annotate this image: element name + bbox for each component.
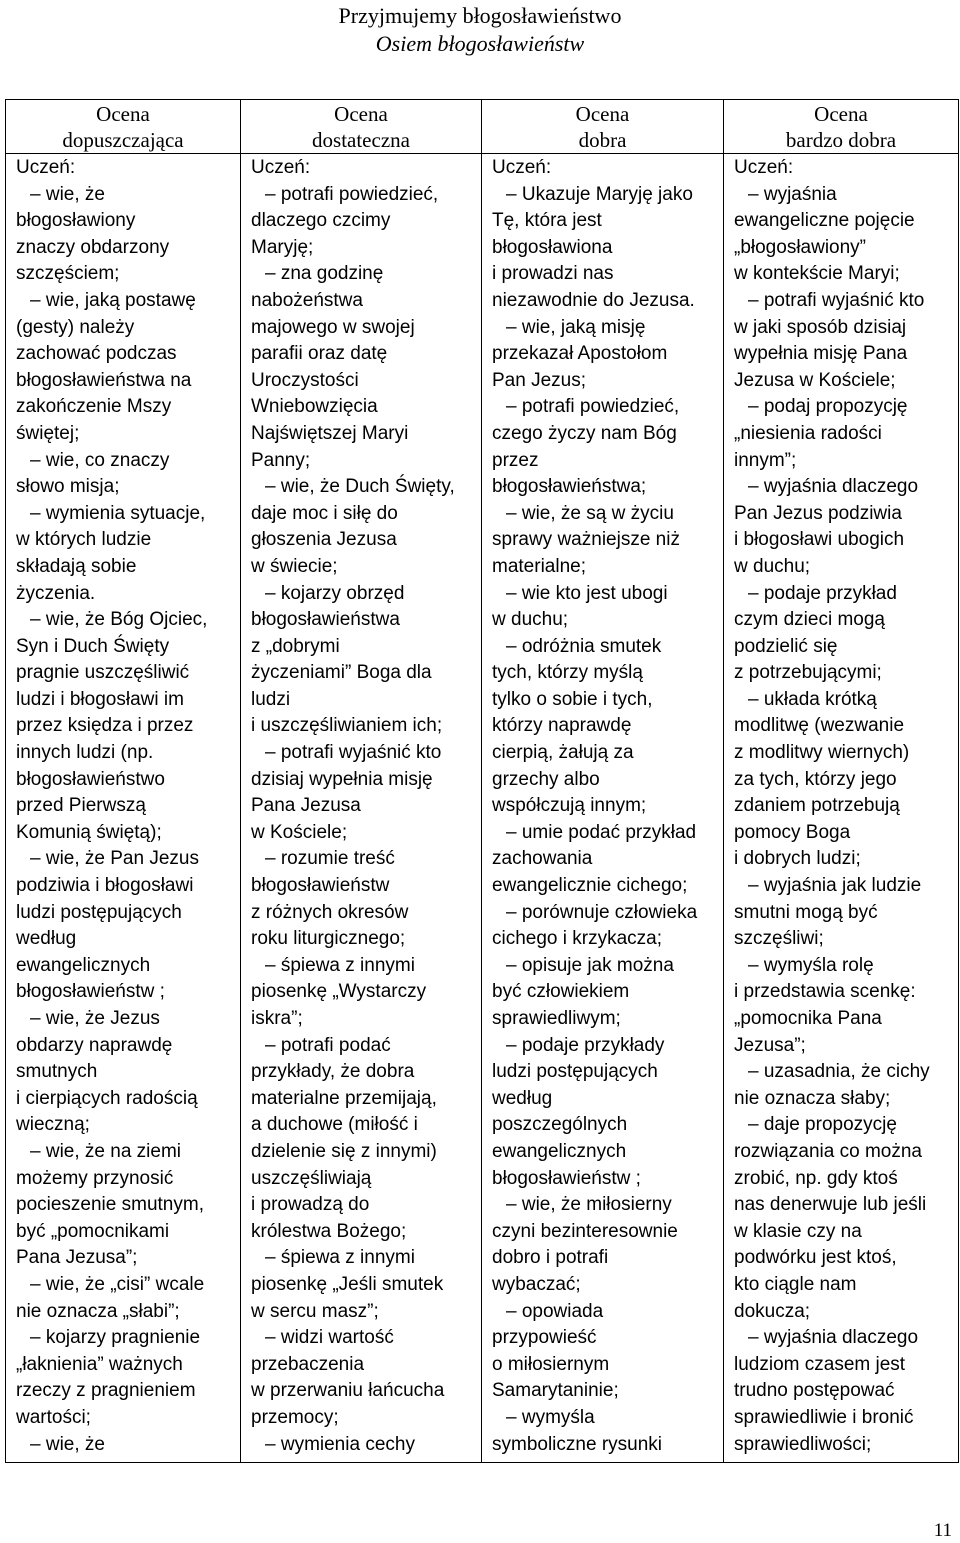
cell-line: z modlitwy wiernych)	[734, 742, 910, 764]
cell-line: – wie, że na ziemi	[30, 1140, 182, 1162]
cell-line: nas denerwuje lub jeśli	[734, 1194, 927, 1216]
cell-line: Najświętszej Maryi	[251, 422, 409, 444]
cell-line: podzielić się	[734, 635, 838, 657]
cell-line: składają sobie	[16, 555, 137, 577]
cell-line: tych, którzy myślą	[492, 662, 643, 684]
cell-line: – wyjaśnia	[748, 183, 837, 205]
cell-line: ewangelicznie cichego;	[492, 875, 688, 897]
cell-line: zdaniem potrzebują	[734, 795, 900, 817]
cell-line: – kojarzy pragnienie	[30, 1327, 201, 1349]
column-header-bottom: dobra	[578, 128, 627, 152]
cell-line: innym”;	[734, 449, 797, 471]
cell-line: dokucza;	[734, 1300, 811, 1322]
cell-line: zrobić, np. gdy ktoś	[734, 1167, 898, 1189]
cell-line: „niesienia radości	[734, 422, 882, 444]
cell-line: błogosławieństwo	[16, 768, 165, 790]
cell-line: – opisuje jak można	[506, 954, 674, 976]
cell-line: – wymyśla rolę	[748, 954, 874, 976]
cell-line: Uroczystości	[251, 369, 359, 391]
cell-line: ewangelicznych	[16, 954, 151, 976]
cell-line: w których ludzie	[16, 529, 152, 551]
cell-line: przekazał Apostołom	[492, 343, 668, 365]
cell-line: smutnych	[16, 1061, 98, 1083]
cell-line: nie oznacza „słabi”;	[16, 1300, 180, 1322]
cell-line: a duchowe (miłość i	[251, 1114, 418, 1136]
cell-line: wartości;	[16, 1406, 91, 1428]
cell-line: – wie, że Jezus	[30, 1008, 160, 1029]
cell-line: dlaczego czcimy	[251, 210, 391, 232]
cell-line: błogosławiona	[492, 236, 613, 258]
column-header-top: Ocena	[96, 102, 150, 126]
cell-line: Pana Jezusa	[251, 795, 361, 817]
cell-line: obdarzy naprawdę	[16, 1034, 173, 1056]
cell-line: – wie, że Bóg Ojciec,	[30, 609, 208, 631]
cell-line: – podaje przykład	[748, 582, 897, 604]
cell-line: sprawiedliwym;	[492, 1008, 621, 1029]
cell-line: błogosławieństw ;	[492, 1167, 641, 1189]
cell-line: błogosławieństwa;	[492, 476, 647, 498]
cell-line: życzeniami” Boga dla	[251, 662, 432, 684]
table-body-row	[6, 154, 959, 1463]
cell-line: ludziom czasem jest	[734, 1353, 906, 1375]
cell-line: parafii oraz datę	[251, 343, 388, 365]
cell-line: świętej;	[16, 422, 80, 444]
cell-line: w jaki sposób dzisiaj	[734, 316, 907, 338]
cell-line: rzeczy z pragnieniem	[16, 1380, 196, 1402]
cell-line: przemocy;	[251, 1406, 339, 1428]
cell-line: – uzasadnia, że cichy	[748, 1061, 930, 1083]
cell-line: kto ciągle nam	[734, 1273, 857, 1295]
cell-line: Uczeń:	[734, 157, 794, 178]
cell-line: pocieszenie smutnym,	[16, 1194, 204, 1216]
cell-line: – wyjaśnia dlaczego	[748, 1327, 919, 1349]
cell-dopuszczajaca	[6, 154, 241, 1463]
cell-line: Pana Jezusa”;	[16, 1247, 138, 1269]
cell-line: ludzi i błogosławi im	[16, 688, 184, 710]
column-header-bottom: bardzo dobra	[785, 128, 897, 152]
cell-line: – wie kto jest ubogi	[506, 582, 668, 604]
cell-line: życzenia.	[16, 582, 96, 604]
cell-line: przed Pierwszą	[16, 795, 146, 817]
cell-line: innych ludzi (np.	[16, 742, 154, 764]
cell-line: sprawy ważniejsze niż	[492, 529, 680, 551]
cell-line: – wie, że Pan Jezus	[30, 848, 199, 870]
cell-line: iskra”;	[251, 1008, 303, 1029]
cell-line: – wie, że są w życiu	[506, 502, 674, 524]
cell-line: ewangelicznych	[492, 1140, 627, 1162]
cell-line: – wie, jaką misję	[506, 316, 646, 338]
cell-line: (gesty) należy	[16, 316, 135, 338]
cell-line: sprawiedliwie i bronić	[734, 1406, 914, 1428]
cell-line: – odróżnia smutek	[506, 635, 662, 657]
cell-line: – wie, jaką postawę	[30, 289, 196, 311]
cell-line: błogosławieństw ;	[16, 981, 165, 1003]
cell-line: – Ukazuje Maryję jako	[506, 183, 693, 205]
cell-line: współczują innym;	[492, 795, 647, 817]
cell-line: – potrafi wyjaśnić kto	[748, 289, 925, 311]
column-header-top: Ocena	[334, 102, 388, 126]
cell-line: – potrafi powiedzieć,	[265, 183, 439, 205]
cell-line: piosenkę „Wystarczy	[251, 981, 427, 1003]
cell-line: smutni mogą być	[734, 901, 878, 923]
cell-line: Pan Jezus;	[492, 369, 586, 391]
cell-line: Wniebowzięcia	[251, 396, 378, 418]
cell-line: Komunią świętą);	[16, 821, 162, 843]
cell-line: „błogosławiony”	[734, 236, 867, 258]
cell-line: materialne przemijają,	[251, 1087, 437, 1109]
cell-line: – podaje przykłady	[506, 1034, 665, 1056]
cell-line: podwórku jest ktoś,	[734, 1247, 897, 1269]
cell-line: królestwa Bożego;	[251, 1220, 407, 1242]
cell-bardzo-dobra	[724, 154, 959, 1463]
cell-line: – wie, że Duch Święty,	[265, 476, 455, 498]
cell-line: zachowania	[492, 848, 593, 870]
cell-line: sprawiedliwości;	[734, 1433, 872, 1455]
cell-line: uszczęśliwiają	[251, 1167, 372, 1189]
cell-line: z „dobrymi	[251, 635, 340, 657]
cell-line: cichego i krzykacza;	[492, 928, 663, 950]
cell-line: w przerwaniu łańcucha	[251, 1380, 445, 1402]
cell-line: – wymienia sytuacje,	[30, 502, 206, 524]
cell-line: – wie, że	[30, 183, 105, 205]
column-header-bardzo-dobra	[724, 100, 959, 154]
cell-line: czyni bezinteresownie	[492, 1220, 678, 1242]
cell-line: rozwiązania co można	[734, 1140, 922, 1162]
cell-line: tylko o sobie i tych,	[492, 688, 653, 710]
cell-line: – śpiewa z innymi	[265, 1247, 415, 1269]
cell-line: w Kościele;	[251, 821, 348, 843]
cell-line: dobro i potrafi	[492, 1247, 609, 1269]
cell-line: szczęśliwi;	[734, 928, 824, 950]
cell-line: Jezusa”;	[734, 1034, 806, 1056]
cell-line: dzielenie się z innymi)	[251, 1140, 437, 1162]
column-header-bottom: dostateczna	[312, 128, 410, 152]
cell-line: którzy naprawdę	[492, 715, 632, 737]
cell-line: w klasie czy na	[734, 1220, 862, 1242]
page-title: Przyjmujemy błogosławieństwo	[338, 3, 622, 28]
cell-line: – wyjaśnia dlaczego	[748, 476, 919, 498]
cell-line: przebaczenia	[251, 1353, 365, 1375]
cell-line: z różnych okresów	[251, 901, 409, 923]
cell-line: – wie, co znaczy	[30, 449, 170, 471]
column-header-top: Ocena	[814, 102, 868, 126]
cell-line: według	[16, 928, 77, 950]
cell-line: Uczeń:	[492, 157, 552, 178]
cell-line: zakończenie Mszy	[16, 396, 172, 418]
column-header-dopuszczajaca	[6, 100, 241, 154]
cell-dobra	[482, 154, 724, 1463]
cell-line: cierpią, żałują za	[492, 742, 634, 764]
cell-line: pragnie uszczęśliwić	[16, 662, 190, 684]
cell-line: błogosławieństwa na	[16, 369, 192, 391]
cell-line: – kojarzy obrzęd	[265, 582, 405, 604]
cell-line: – daje propozycję	[748, 1114, 897, 1136]
cell-line: trudno postępować	[734, 1380, 895, 1402]
cell-line: przypowieść	[492, 1327, 597, 1349]
cell-line: szczęściem;	[16, 263, 120, 285]
cell-line: materialne;	[492, 555, 586, 577]
cell-line: i prowadzi nas	[492, 263, 614, 285]
cell-line: ludzi postępujących	[492, 1061, 658, 1083]
column-header-dostateczna	[241, 100, 482, 154]
column-header-bottom: dopuszczająca	[62, 128, 184, 152]
cell-line: i przedstawia scenkę:	[734, 981, 916, 1003]
cell-line: – wie, że	[30, 1433, 105, 1455]
cell-line: głoszenia Jezusa	[251, 529, 397, 551]
cell-line: – potrafi wyjaśnić kto	[265, 742, 442, 764]
cell-line: piosenkę „Jeśli smutek	[251, 1273, 444, 1295]
cell-line: – śpiewa z innymi	[265, 954, 415, 976]
cell-line: ludzi	[251, 688, 291, 710]
cell-line: w sercu masz”;	[251, 1300, 379, 1322]
cell-line: modlitwę (wezwanie	[734, 715, 905, 737]
cell-line: czym dzieci mogą	[734, 609, 885, 631]
cell-line: nie oznacza słaby;	[734, 1087, 891, 1109]
cell-line: i prowadzą do	[251, 1194, 370, 1216]
cell-line: – zna godzinę	[265, 263, 384, 285]
page-number: 11	[933, 1520, 952, 1541]
cell-line: w świecie;	[251, 555, 338, 577]
cell-line: Uczeń:	[16, 157, 76, 178]
cell-line: ewangeliczne pojęcie	[734, 210, 915, 232]
cell-line: daje moc i siłę do	[251, 502, 398, 524]
cell-line: błogosławieństwa	[251, 609, 400, 631]
cell-line: majowego w swojej	[251, 316, 415, 338]
cell-line: wieczną;	[16, 1114, 90, 1136]
cell-line: i błogosławi ubogich	[734, 529, 905, 551]
cell-line: niezawodnie do Jezusa.	[492, 289, 695, 311]
cell-line: wybaczać;	[492, 1273, 581, 1295]
cell-line: grzechy albo	[492, 768, 600, 790]
cell-line: Maryję;	[251, 236, 314, 258]
page-subtitle: Osiem błogosławieństw	[375, 31, 585, 56]
cell-line: Panny;	[251, 449, 311, 471]
column-header-dobra	[482, 100, 724, 154]
cell-line: – wyjaśnia jak ludzie	[748, 875, 922, 897]
cell-line: i dobrych ludzi;	[734, 848, 861, 870]
cell-line: o miłosiernym	[492, 1353, 610, 1375]
cell-line: ludzi postępujących	[16, 901, 182, 923]
cell-line: być człowiekiem	[492, 981, 630, 1003]
cell-line: przykłady, że dobra	[251, 1061, 415, 1083]
cell-line: i cierpiących radością	[16, 1087, 198, 1109]
table-header-row	[6, 100, 959, 154]
cell-line: dzisiaj wypełnia misję	[251, 768, 433, 790]
cell-line: – porównuje człowieka	[506, 901, 698, 923]
cell-line: Tę, która jest	[492, 210, 602, 232]
cell-line: – wie, że „cisi” wcale	[30, 1273, 205, 1295]
grading-table	[5, 99, 959, 1463]
cell-line: – wymyśla	[506, 1406, 595, 1428]
cell-line: symboliczne rysunki	[492, 1433, 662, 1455]
cell-line: – umie podać przykład	[506, 821, 697, 843]
cell-line: wypełnia misję Pana	[734, 343, 908, 365]
cell-line: według	[492, 1087, 553, 1109]
cell-line: – opowiada	[506, 1300, 604, 1322]
cell-line: zachować podczas	[16, 343, 177, 365]
cell-line: – układa krótką	[748, 688, 877, 710]
cell-line: być „pomocnikami	[16, 1220, 170, 1242]
cell-line: „pomocnika Pana	[734, 1008, 882, 1029]
cell-line: w kontekście Maryi;	[734, 263, 900, 285]
cell-line: za tych, którzy jego	[734, 768, 897, 790]
cell-line: – wie, że miłosierny	[506, 1194, 672, 1216]
cell-line: roku liturgicznego;	[251, 928, 406, 950]
cell-line: pomocy Boga	[734, 821, 851, 843]
cell-line: czego życzy nam Bóg	[492, 422, 677, 444]
cell-line: Syn i Duch Święty	[16, 635, 170, 657]
cell-line: „łaknienia” ważnych	[16, 1353, 183, 1375]
cell-line: w duchu;	[492, 609, 569, 631]
cell-line: w duchu;	[734, 555, 811, 577]
cell-line: poszczególnych	[492, 1114, 628, 1136]
cell-line: – widzi wartość	[265, 1327, 394, 1349]
cell-line: błogosławieństw	[251, 875, 390, 897]
cell-line: – rozumie treść	[265, 848, 395, 870]
cell-line: Uczeń:	[251, 157, 311, 178]
cell-line: – podaj propozycję	[748, 396, 908, 418]
cell-line: możemy przynosić	[16, 1167, 174, 1189]
cell-line: przez	[492, 449, 539, 471]
cell-line: z potrzebującymi;	[734, 662, 882, 684]
cell-line: Samarytaninie;	[492, 1380, 619, 1402]
cell-line: – potrafi podać	[265, 1034, 391, 1056]
cell-line: Pan Jezus podziwia	[734, 502, 902, 524]
cell-line: i uszczęśliwianiem ich;	[251, 715, 443, 737]
cell-line: nabożeństwa	[251, 289, 363, 311]
cell-dostateczna	[241, 154, 482, 1463]
cell-line: przez księdza i przez	[16, 715, 194, 737]
cell-line: – potrafi powiedzieć,	[506, 396, 680, 418]
cell-line: słowo misja;	[16, 476, 120, 498]
cell-line: błogosławiony	[16, 210, 136, 232]
cell-line: podziwia i błogosławi	[16, 875, 194, 897]
cell-line: znaczy obdarzony	[16, 236, 170, 258]
cell-line: Jezusa w Kościele;	[734, 369, 896, 391]
column-header-top: Ocena	[575, 102, 630, 126]
cell-line: – wymienia cechy	[265, 1433, 415, 1455]
